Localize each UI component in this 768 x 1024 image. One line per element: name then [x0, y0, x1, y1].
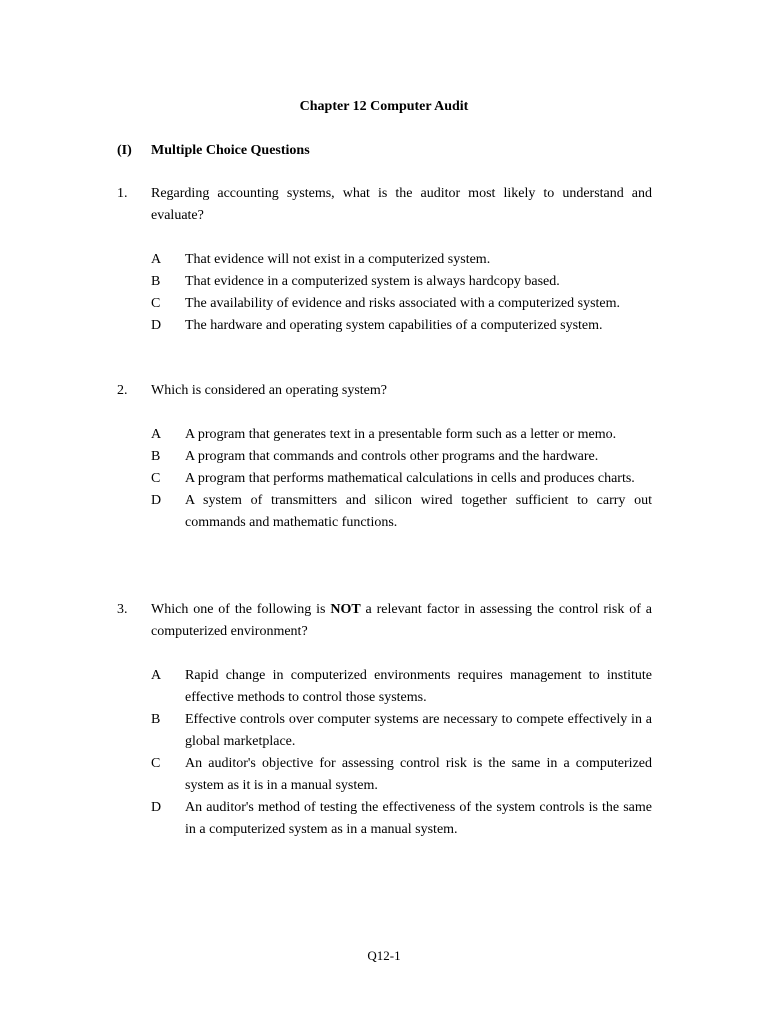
question-number: 1. [117, 186, 128, 201]
option-d [151, 315, 652, 337]
page-title: Chapter 12 Computer Audit [299, 99, 469, 114]
option-b [151, 271, 652, 293]
emphasis-not: NOT [330, 602, 361, 617]
option-text: A program that performs mathematical calculations in cells and produces charts. [185, 471, 635, 486]
option-b [151, 446, 652, 468]
option-text: That evidence will not exist in a computerized system. [185, 252, 491, 267]
option-letter: B [151, 712, 161, 727]
option-b [151, 709, 652, 753]
option-text: That evidence in a computerized system is always hardcopy based. [185, 274, 560, 289]
option-a [151, 249, 652, 271]
option-text: Effective controls over computer systems are necessary to compete effectively in a global marketplace. [185, 712, 652, 749]
option-c [151, 468, 652, 490]
question-text: Which one of the following is NOT a relevant factor in assessing the control risk of a computerized environment? [151, 602, 652, 639]
option-c [151, 753, 652, 797]
option-c [151, 293, 652, 315]
page-number: Q12-1 [367, 948, 401, 963]
question-number: 2. [117, 383, 128, 398]
option-text: A system of transmitters and silicon wired together sufficient to carry out commands and mathematic functions. [185, 493, 652, 530]
option-a [151, 424, 652, 446]
option-letter: A [151, 252, 162, 267]
option-letter: D [151, 800, 162, 815]
options-list [151, 249, 652, 337]
question-3 [117, 599, 652, 841]
option-a [151, 665, 652, 709]
option-letter: C [151, 471, 161, 486]
option-text: A program that commands and controls other programs and the hardware. [185, 449, 599, 464]
section-label: Multiple Choice Questions [151, 143, 310, 158]
option-text: The hardware and operating system capabilities of a computerized system. [185, 318, 603, 333]
option-text: A program that generates text in a presentable form such as a letter or memo. [185, 427, 617, 442]
question-text: Regarding accounting systems, what is the auditor most likely to understand and evaluate? [151, 186, 652, 223]
option-letter: A [151, 668, 162, 683]
option-letter: B [151, 274, 161, 289]
option-letter: B [151, 449, 161, 464]
option-text: An auditor's objective for assessing control risk is the same in a computerized system as it is in a manual system. [185, 756, 652, 793]
option-letter: C [151, 756, 161, 771]
option-text: Rapid change in computerized environments requires management to institute effective methods to control those systems. [185, 668, 652, 705]
question-1 [117, 183, 652, 337]
section-number: (I) [117, 143, 132, 158]
question-number: 3. [117, 602, 128, 617]
option-text: The availability of evidence and risks associated with a computerized system. [185, 296, 621, 311]
option-letter: D [151, 318, 162, 333]
section-heading [117, 140, 310, 162]
options-list [151, 424, 652, 534]
question-text: Which is considered an operating system? [151, 383, 387, 398]
option-d [151, 797, 652, 841]
option-d [151, 490, 652, 534]
option-letter: D [151, 493, 162, 508]
options-list [151, 665, 652, 841]
option-text: An auditor's method of testing the effectiveness of the system controls is the same in a computerized system as in a manual system. [185, 800, 652, 837]
option-letter: A [151, 427, 162, 442]
option-letter: C [151, 296, 161, 311]
question-2 [117, 380, 652, 534]
